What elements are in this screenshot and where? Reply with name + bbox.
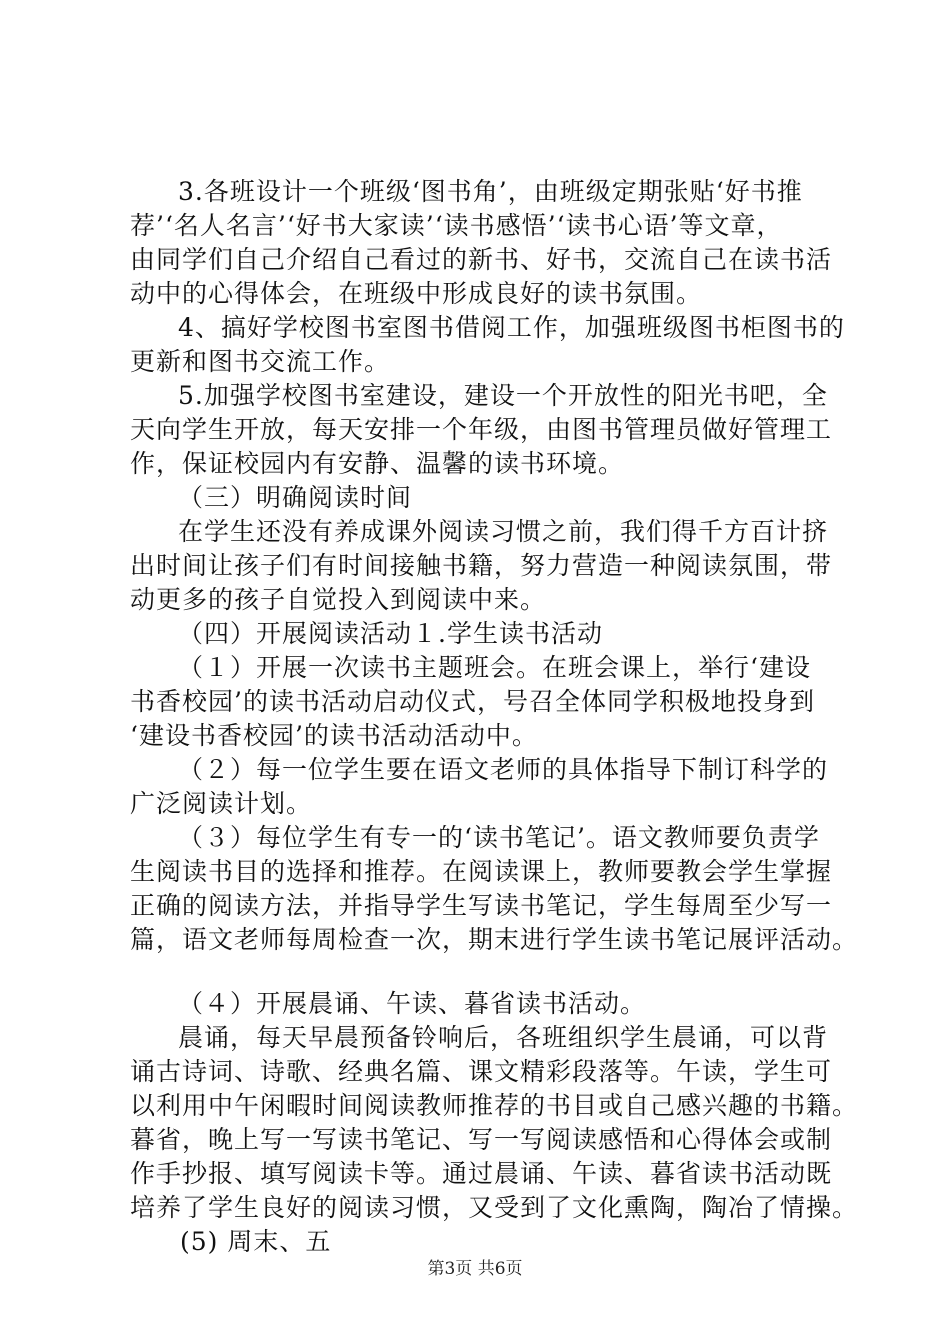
- text-line: 书香校园’的读书活动启动仪式，号召全体同学积极地投身到: [130, 687, 815, 716]
- text-line: ‘建设书香校园’的读书活动活动中。: [130, 721, 538, 750]
- text-line: 作手抄报、填写阅读卡等。通过晨诵、午读、暮省读书活动既: [130, 1159, 833, 1188]
- text-line: 以利用中午闲暇时间阅读教师推荐的书目或自己感兴趣的书籍。: [130, 1091, 859, 1120]
- text-line: 正确的阅读方法，并指导学生写读书笔记，学生每周至少写一: [130, 891, 833, 920]
- text-line: （１）开展一次读书主题班会。在班会课上，举行‘建设: [178, 653, 811, 682]
- section-heading: （四）开展阅读活动１.学生读书活动: [178, 619, 603, 648]
- text-line: 广泛阅读计划。: [130, 789, 313, 818]
- text-line: 动更多的孩子自觉投入到阅读中来。: [130, 585, 547, 614]
- text-line: 在学生还没有养成课外阅读习惯之前，我们得千方百计挤: [178, 517, 829, 546]
- text-line: （４）开展晨诵、午读、暮省读书活动。: [178, 989, 647, 1018]
- text-line: 生阅读书目的选择和推荐。在阅读课上，教师要教会学生掌握: [130, 857, 833, 886]
- text-line: 出时间让孩子们有时间接触书籍，努力营造一种阅读氛围，带: [130, 551, 833, 580]
- page-footer: 第3页 共6页: [427, 1259, 523, 1279]
- text-line: 天向学生开放，每天安排一个年级，由图书管理员做好管理工: [130, 415, 833, 444]
- text-line: （３）每位学生有专一的‘读书笔记’。语文教师要负责学: [178, 823, 820, 852]
- text-line: (5) 周末、五: [180, 1227, 332, 1256]
- text-line: （２）每一位学生要在语文老师的具体指导下制订科学的: [178, 755, 829, 784]
- text-line: 荐’‘名人名言’‘好书大家读’‘读书感悟’‘读书心语’等文章，: [130, 211, 783, 240]
- section-heading: （三）明确阅读时间: [178, 483, 413, 512]
- text-line: 5.加强学校图书室建设，建设一个开放性的阳光书吧，全: [178, 381, 828, 410]
- text-line: 3.各班设计一个班级‘图书角’，由班级定期张贴‘好书推: [178, 177, 803, 206]
- text-line: 更新和图书交流工作。: [130, 347, 391, 376]
- text-line: 作，保证校园内有安静、温馨的读书环境。: [130, 449, 625, 478]
- text-line: 诵古诗词、诗歌、经典名篇、课文精彩段落等。午读，学生可: [130, 1057, 833, 1086]
- text-line: 动中的心得体会，在班级中形成良好的读书氛围。: [130, 279, 703, 308]
- text-line: 篇，语文老师每周检查一次，期末进行学生读书笔记展评活动。: [130, 925, 859, 954]
- text-line: 4、搞好学校图书室图书借阅工作，加强班级图书柜图书的: [178, 313, 845, 342]
- text-line: 培养了学生良好的阅读习惯，又受到了文化熏陶，陶冶了情操。: [130, 1193, 859, 1222]
- text-line: 由同学们自己介绍自己看过的新书、好书，交流自己在读书活: [130, 245, 833, 274]
- text-line: 晨诵，每天早晨预备铃响后，各班组织学生晨诵，可以背: [178, 1023, 829, 1052]
- text-line: 暮省，晚上写一写读书笔记、写一写阅读感悟和心得体会或制: [130, 1125, 833, 1154]
